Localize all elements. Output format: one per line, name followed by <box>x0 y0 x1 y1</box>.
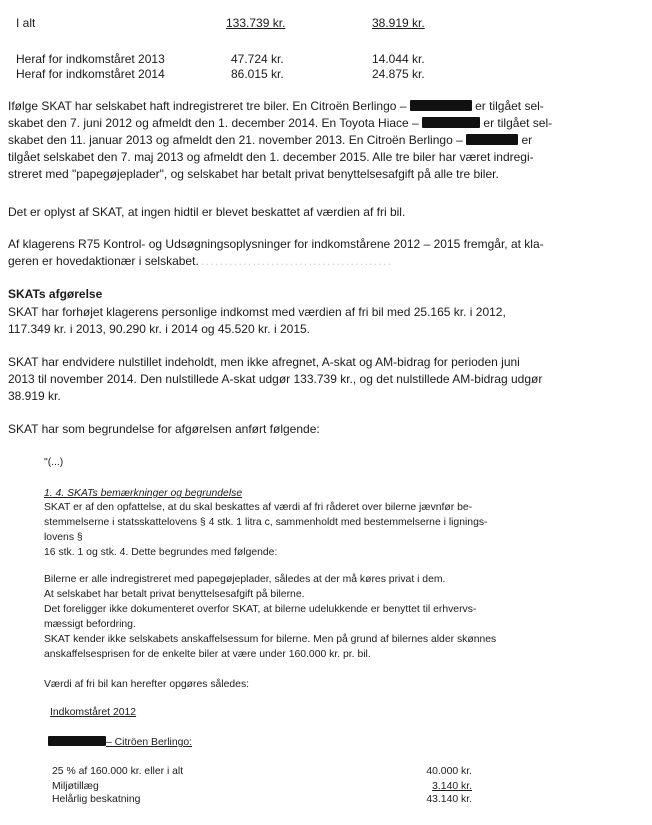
summary-total-label: I alt <box>16 16 36 30</box>
redaction-bar <box>422 117 480 128</box>
calc-row-value: 3.140 kr. <box>432 781 472 792</box>
quote-heading: 1. 4. SKATs bemærkninger og begrundelse <box>44 488 243 499</box>
calc-row-value: 43.140 kr. <box>426 794 472 805</box>
summary-total-am-bidrag: 38.919 kr. <box>372 16 425 30</box>
quote-calc-intro: Værdi af fri bil kan herefter opgøres således: <box>44 679 250 690</box>
quote-open: "(...) <box>44 457 64 468</box>
redaction-bar <box>410 100 472 111</box>
redaction-bar <box>48 736 106 746</box>
summary-total-a-skat: 133.739 kr. <box>226 16 286 30</box>
paragraph-cars: Ifølge SKAT har selskabet haft indregistreret tre biler. En Citroën Berlingo – er tilgået sel- skabet den 7. juni 2012 og afmeldt den 1. december 2014. En Toyota Hiace – er tilgået sel- skabet den 11. januar 2013 og afmeldt den 21. november 2013. En Citroën Berlingo – er tilgået selskabet den 7. maj 2013 og afmeldt den 1. december 2015. Alle tre biler har været indregi- streret med "papegøjeplader", og selskabet har betalt privat benyttelsesafgift på alle tre biler. <box>8 99 553 181</box>
quote-year-heading: Indkomståret 2012 <box>50 707 137 718</box>
quote-block-reasoning: SKAT er af den opfattelse, at du skal beskattes af værdi af fri råderet over bilerne jævnfør be- stemmelserne i statsskattelovens § 4 stk. 1 litra c, sammenholdt med bestemmelserne i lignings- lovens § 16 stk. 1 og stk. 4. Dette begrundes med følgende: <box>44 502 488 558</box>
scan-smudge: . . . . . . . . . . . . . . . . . . . . . . . . . . . . . . . . . . . . . . . . . <box>198 254 391 268</box>
quote-car-label: – Citröen Berlingo: <box>48 735 192 750</box>
summary-row-label: Heraf for indkomståret 2014 <box>16 67 165 81</box>
paragraph-reasoning-intro: SKAT har som begrundelse for afgørelsen anført følgende: <box>8 422 320 436</box>
paragraph-r75: Af klagerens R75 Kontrol- og Udsøgningsoplysninger for indkomstårene 2012 – 2015 fremgår, at kla- geren er hovedaktionær i selskabet. . . . . . . . . . . . . . . . . . . . . . . . . . . . . . . . . . . . . . . . . . <box>8 237 544 268</box>
summary-row-am-bidrag: 24.875 kr. <box>372 67 425 81</box>
summary-row-am-bidrag: 14.044 kr. <box>372 52 425 66</box>
calc-row-label: Miljøtillæg <box>52 781 99 792</box>
redaction-bar <box>466 134 518 145</box>
calc-row-label: Helårlig beskatning <box>52 794 141 805</box>
summary-row-label: Heraf for indkomståret 2013 <box>16 52 165 66</box>
paragraph-reset-tax: SKAT har endvidere nulstillet indeholdt, men ikke afregnet, A-skat og AM-bidrag for perioden juni 2013 til november 2014. Den nulstillede A-skat udgør 133.739 kr., og det nulstillede AM-bidrag udgør 38.919 kr. <box>8 355 543 403</box>
calc-row-label: 25 % af 160.000 kr. eller i alt <box>52 766 184 777</box>
summary-row-a-skat: 86.015 kr. <box>231 67 284 81</box>
paragraph-no-taxation: Det er oplyst af SKAT, at ingen hidtil er blevet beskattet af værdien af fri bil. <box>8 205 406 219</box>
quote-block-facts: Bilerne er alle indregistreret med papegøjeplader, således at der må køres privat i dem. At selskabet har betalt privat benyttelsesafgift på bilerne. Det foreligger ikke dokumenteret overfor SKAT, at bilerne udelukkende er benyttet til erhvervs- mæssigt befordring. SKAT kender ikke selskabets anskaffelsessum for bilerne. Men på grund af bilernes alder skønnes anskaffelsesprisen for de enkelte biler at være under 160.000 kr. pr. bil. <box>44 574 497 660</box>
calc-row-value: 40.000 kr. <box>426 766 472 777</box>
section-heading: SKATs afgørelse <box>8 287 103 301</box>
summary-row-a-skat: 47.724 kr. <box>231 52 284 66</box>
paragraph-income-increase: SKAT har forhøjet klagerens personlige indkomst med værdien af fri bil med 25.165 kr. i 2012, 117.349 kr. i 2013, 90.290 kr. i 2014 og 45.520 kr. i 2015. <box>8 305 506 336</box>
